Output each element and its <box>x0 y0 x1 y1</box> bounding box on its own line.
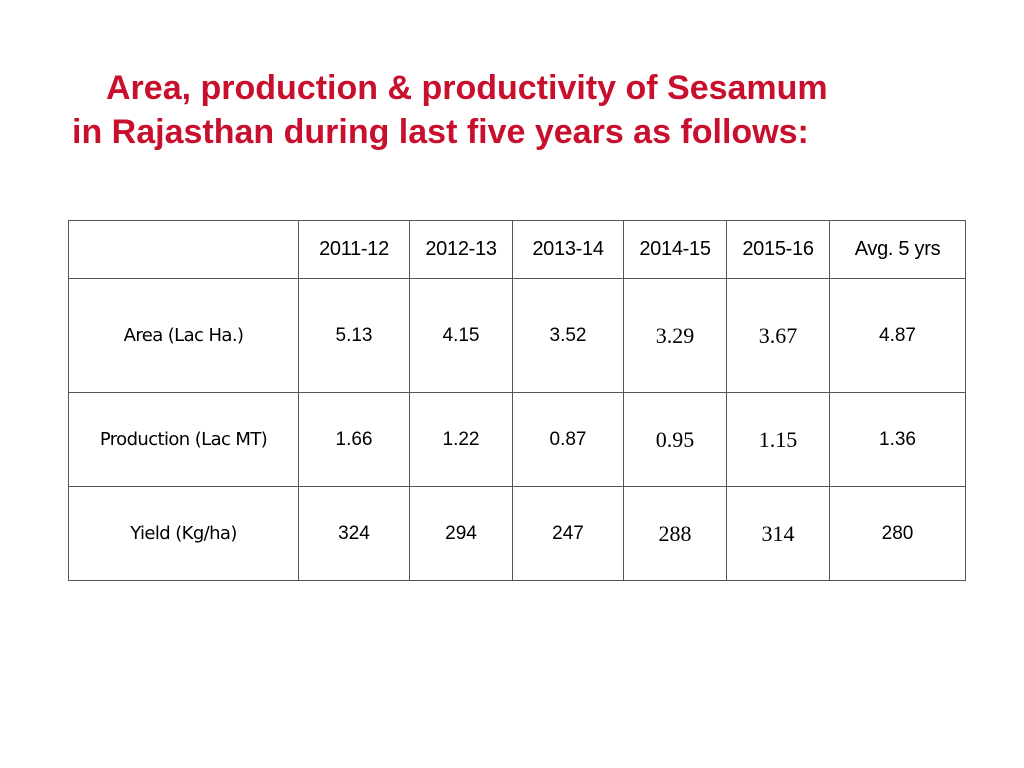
table-cell: 0.87 <box>513 393 624 487</box>
table-row <box>69 279 966 393</box>
table-cell: 4.15 <box>410 279 513 393</box>
table-row <box>69 487 966 581</box>
table-corner-cell <box>69 221 299 279</box>
table-cell: 324 <box>299 487 410 581</box>
column-header: 2013-14 <box>513 221 624 279</box>
table-cell: 280 <box>830 487 966 581</box>
row-label: Area (Lac Ha.) <box>69 279 299 393</box>
table-cell: 294 <box>410 487 513 581</box>
title-line-2: in Rajasthan during last five years as follows: <box>72 113 809 151</box>
table-cell: 1.15 <box>727 393 830 487</box>
table-cell: 3.67 <box>727 279 830 393</box>
title-line-1: Area, production & productivity of Sesamum <box>106 69 828 107</box>
slide-title <box>0 66 1024 154</box>
column-header: 2011-12 <box>299 221 410 279</box>
row-label: Yield (Kg/ha) <box>69 487 299 581</box>
table-cell: 1.36 <box>830 393 966 487</box>
table-cell: 1.22 <box>410 393 513 487</box>
table-row <box>69 393 966 487</box>
column-header: 2014-15 <box>624 221 727 279</box>
sesamum-data-table <box>68 220 966 581</box>
table-cell: 3.52 <box>513 279 624 393</box>
column-header: 2012-13 <box>410 221 513 279</box>
table-cell: 288 <box>624 487 727 581</box>
row-label: Production (Lac MT) <box>69 393 299 487</box>
table-cell: 1.66 <box>299 393 410 487</box>
table-cell: 0.95 <box>624 393 727 487</box>
table-cell: 4.87 <box>830 279 966 393</box>
table-cell: 314 <box>727 487 830 581</box>
table-cell: 3.29 <box>624 279 727 393</box>
table-cell: 247 <box>513 487 624 581</box>
column-header: 2015-16 <box>727 221 830 279</box>
column-header: Avg. 5 yrs <box>830 221 966 279</box>
table-cell: 5.13 <box>299 279 410 393</box>
table-header-row <box>69 221 966 279</box>
